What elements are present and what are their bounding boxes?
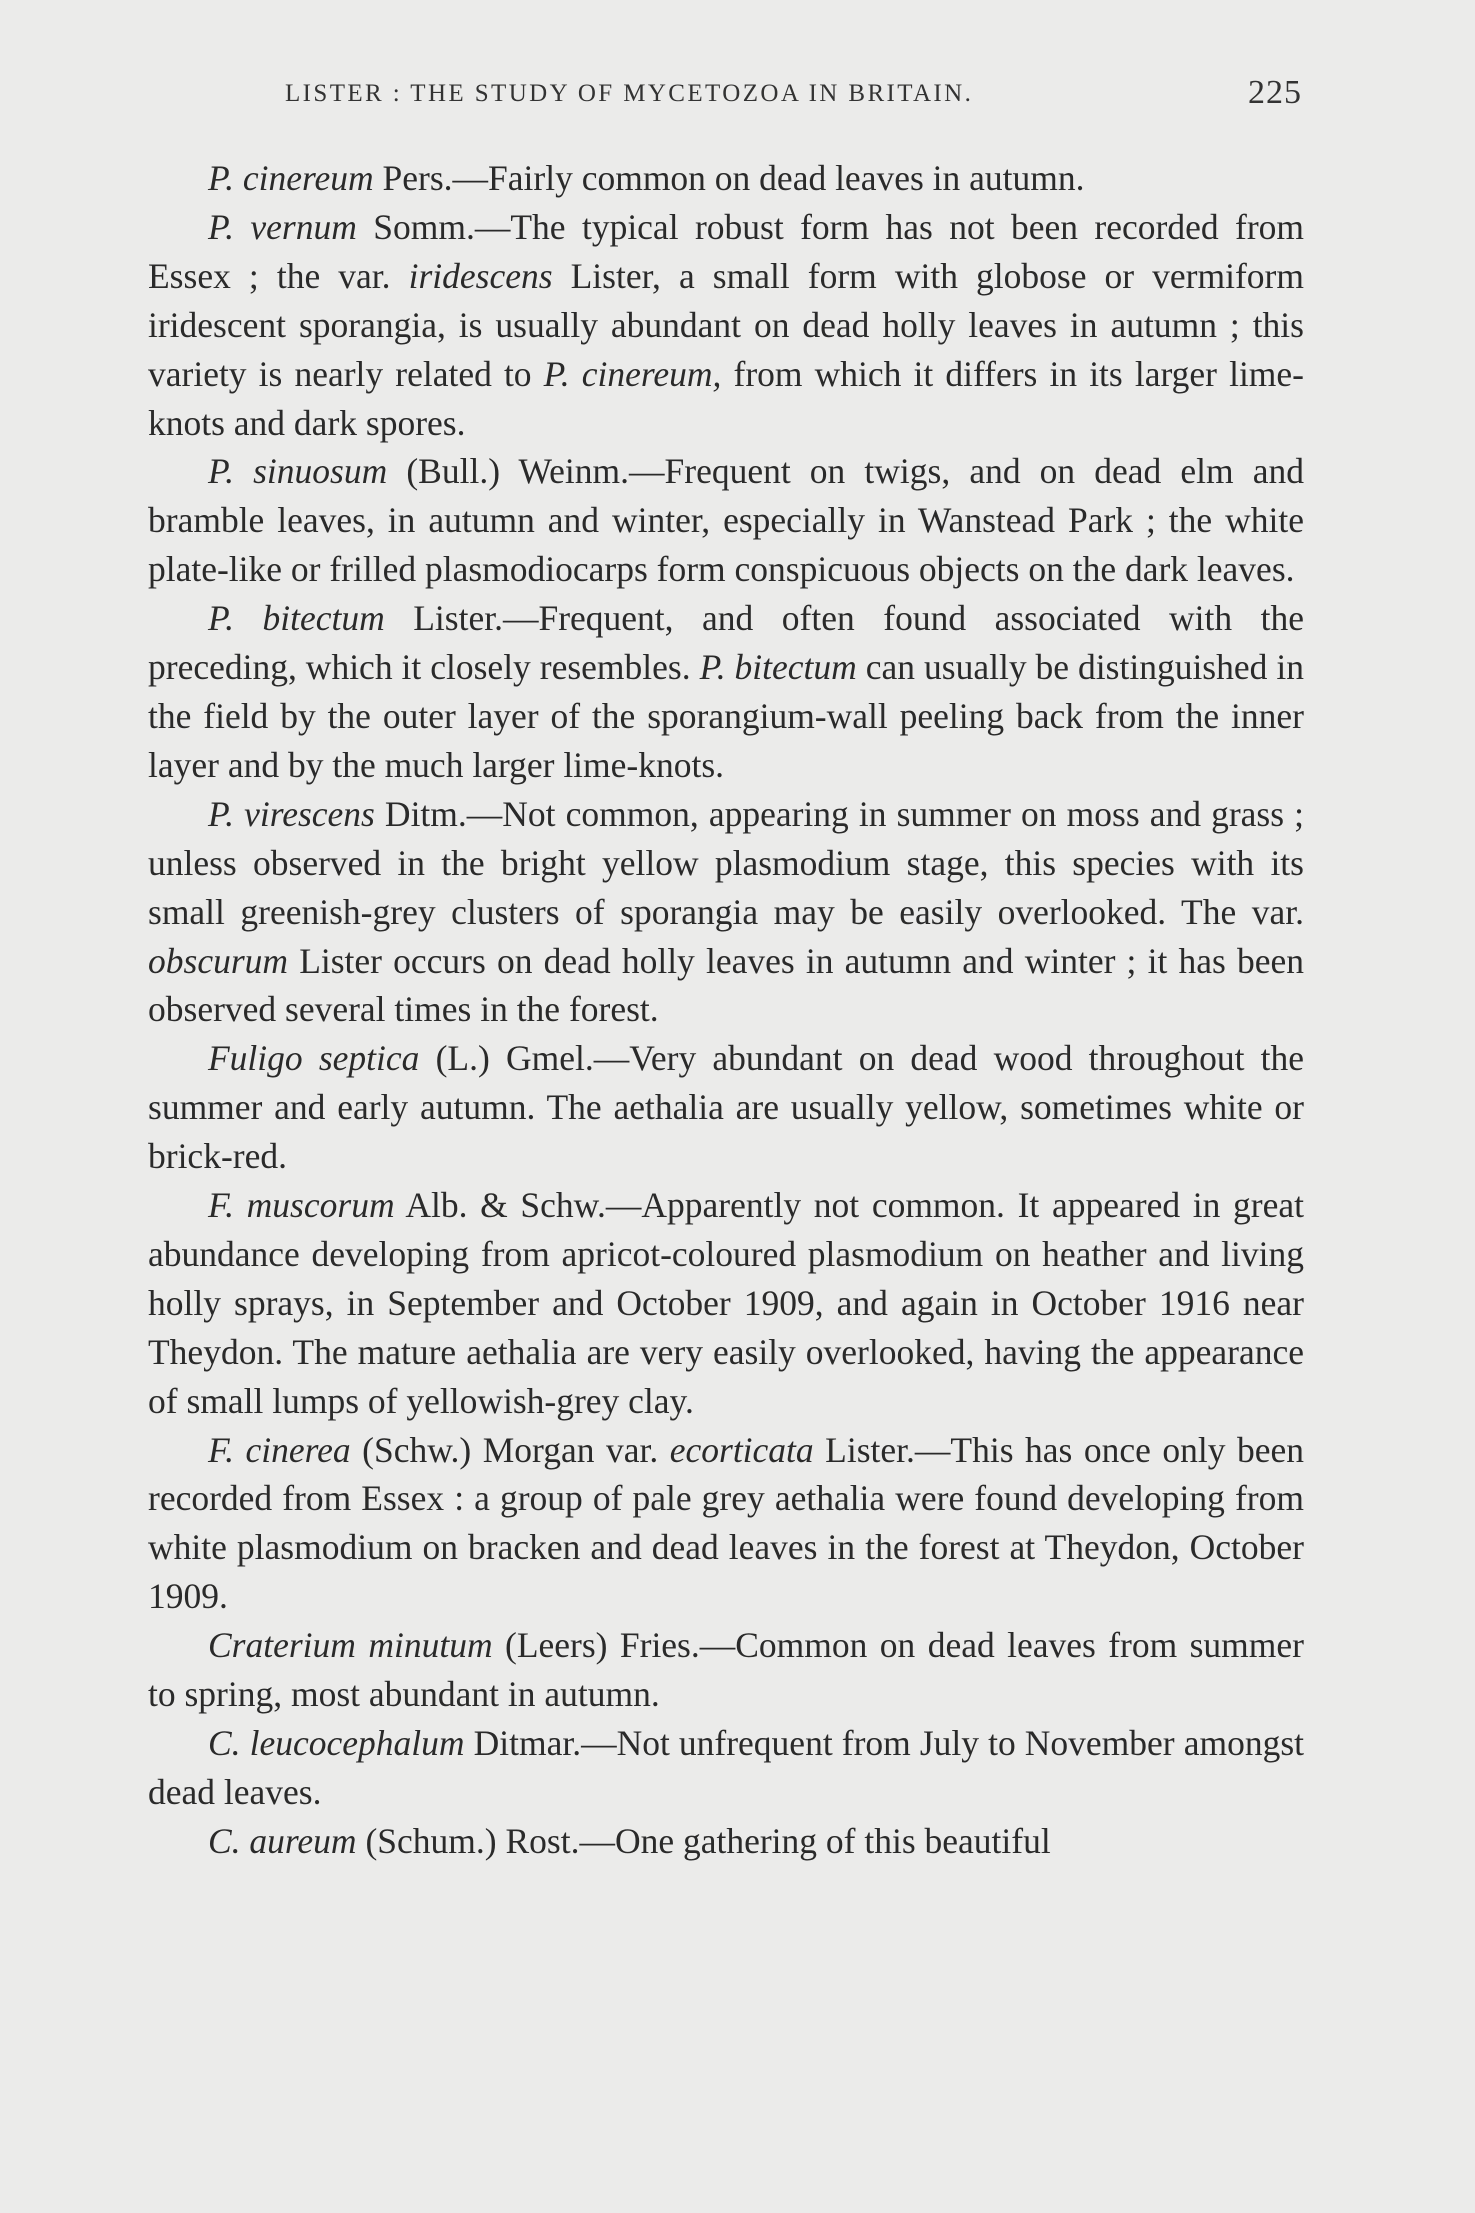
taxon-reference: P. cinereum, [543, 353, 722, 394]
entry-text: can usually be distinguished in the field by the outer layer of the sporangium-wall peeling back from the inner layer and by the much larger lime-knots. [148, 647, 1304, 785]
page-number: 225 [1248, 74, 1302, 111]
entry-text: (L.) Gmel.—Very abundant on dead wood throughout the summer and early autumn. The aethalia are usually yellow, sometimes white or brick-red. [148, 1038, 1304, 1177]
entry-craterium-minutum [148, 1621, 1304, 1719]
variety-name: ecorticata [669, 1429, 814, 1470]
entry-text: Pers.—Fairly common on dead leaves in autumn. [373, 158, 1085, 198]
running-head [148, 74, 1304, 114]
entry-text: Lister.—Frequent, and often found associated with the preceding, which it closely resembles. [148, 598, 1304, 688]
entry-p-sinuosum [148, 447, 1304, 594]
entry-text: (Bull.) Weinm.—Frequent on twigs, and on dead elm and bramble leaves, in autumn and winter, especially in Wanstead Park ; the white plate-like or frilled plasmodiocarps form conspicuous objects on the dark leaves. [148, 451, 1304, 590]
entry-text: (Leers) Fries.—Common on dead leaves from summer to spring, most abundant in autumn. [148, 1625, 1304, 1715]
taxon-name: C. leucocephalum [208, 1723, 465, 1763]
entry-text: Ditmar.—Not unfrequent from July to November amongst dead leaves. [148, 1723, 1304, 1812]
taxon-name: P. virescens [208, 793, 375, 834]
entry-f-cinerea [148, 1426, 1304, 1622]
entry-text: (Schum.) Rost.—One gathering of this beautiful [356, 1820, 1051, 1861]
variety-name: obscurum [148, 940, 289, 981]
entry-text: Alb. & Schw.—Apparently not common. It appeared in great abundance developing from apricot-coloured plasmodium on heather and living holly sprays, in September and October 1909, and again in October 1916 near Theydon. The mature aethalia are very easily overlooked, having the appearance of small lumps of yellowish-grey clay. [148, 1185, 1305, 1421]
entry-c-aureum [148, 1817, 1304, 1866]
taxon-name: F. cinerea [208, 1429, 351, 1470]
entry-c-leucocephalum [148, 1719, 1304, 1817]
body-text [148, 154, 1304, 1866]
entry-text: Somm.—The typical robust form has not been recorded from Essex ; the var. [148, 206, 1305, 296]
entry-fuligo-septica [148, 1034, 1304, 1181]
taxon-name: Fuligo septica [208, 1038, 420, 1079]
entry-text: Ditm.—Not common, appearing in summer on moss and grass ; unless observed in the bright yellow plasmodium stage, this species with its small greenish-grey clusters of sporangia may be easily overlooked. The var. [148, 793, 1304, 932]
taxon-name: F. muscorum [208, 1185, 395, 1226]
entry-p-virescens [148, 790, 1304, 1035]
entry-text: Lister.—This has once only been recorded from Essex : a group of pale grey aethalia were found developing from white plasmodium on bracken and dead leaves in the forest at Theydon, October 1909. [148, 1429, 1304, 1617]
taxon-name: P. bitectum [208, 598, 385, 639]
taxon-name: C. aureum [208, 1820, 357, 1861]
entry-text: Lister occurs on dead holly leaves in autumn and winter ; it has been observed several times in the forest. [148, 940, 1304, 1030]
entry-text: (Schw.) Morgan var. [350, 1429, 670, 1470]
running-title: LISTER : THE STUDY OF MYCETOZOA IN BRITAIN. [285, 80, 974, 107]
taxon-name: P. cinereum [208, 158, 374, 198]
taxon-name: P. sinuosum [208, 451, 388, 492]
entry-p-cinereum [148, 154, 1304, 203]
entry-text: from which it differs in its larger lime-knots and dark spores. [148, 353, 1304, 443]
taxon-name: Craterium minutum [208, 1625, 493, 1666]
entry-p-bitectum [148, 594, 1304, 790]
entry-f-muscorum [148, 1181, 1304, 1426]
taxon-reference: P. bitectum [699, 647, 857, 688]
entry-text: Lister, a small form with globose or vermiform iridescent sporangia, is usually abundant on dead holly leaves in autumn ; this variety is nearly related to [148, 255, 1304, 394]
taxon-name: P. vernum [208, 206, 357, 247]
variety-name: iridescens [408, 255, 553, 296]
entry-p-vernum [148, 203, 1304, 448]
